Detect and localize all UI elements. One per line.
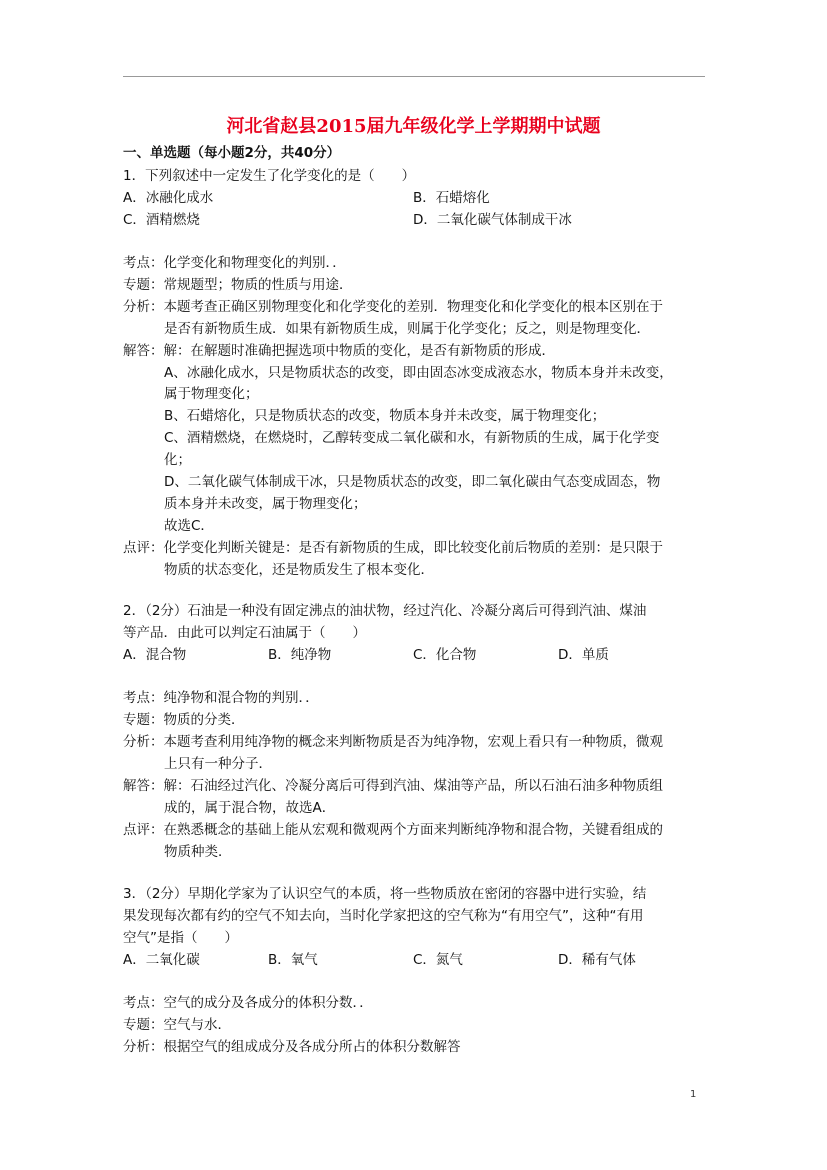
q2-zhuanti: 专题：物质的分类．: [123, 712, 245, 728]
q1-jieda-line1: 解答：解：在解题时准确把握选项中物质的变化，是否有新物质的形成．: [123, 343, 555, 359]
q3-kaodian: 考点：空气的成分及各成分的体积分数．．: [123, 995, 373, 1011]
q1-jieda-line4: B、石蜡熔化，只是物质状态的改变，物质本身并未改变，属于物理变化；: [164, 408, 606, 424]
q1-jieda-line3: 属于物理变化；: [164, 386, 259, 402]
q2-option-c: C．化合物: [413, 647, 477, 663]
q2-option-b: B．纯净物: [268, 647, 332, 663]
q2-stem-line1: 2．（2分）石油是一种没有固定沸点的油状物，经过汽化、冷凝分离后可得到汽油、煤油: [123, 603, 647, 619]
q2-jieda-line2: 成的，属于混合物，故选A．: [164, 800, 336, 816]
q1-fenxi-line1: 分析：本题考查正确区别物理变化和化学变化的差别．物理变化和化学变化的根本区别在于: [123, 299, 663, 315]
q1-jieda-line9: 故选C．: [164, 518, 214, 534]
section-heading: 一、单选题（每小题2分，共40分）: [123, 145, 341, 161]
q3-option-c: C．氮气: [413, 952, 463, 968]
q1-jieda-line7: D、二氧化碳气体制成干冰，只是物质状态的改变，即二氧化碳由气态变成固态，物: [164, 474, 661, 490]
q1-zhuanti: 专题：常规题型；物质的性质与用途．: [123, 277, 353, 293]
q2-fenxi-line2: 上只有一种分子．: [164, 756, 272, 772]
header-rule: [123, 76, 705, 77]
q2-option-a: A．混合物: [123, 647, 187, 663]
page-title: 河北省赵县2015届九年级化学上学期期中试题: [226, 116, 601, 137]
q3-fenxi-line1: 分析：根据空气的组成成分及各成分所占的体积分数解答: [123, 1039, 461, 1055]
q1-option-d: D．二氧化碳气体制成干冰: [413, 212, 572, 228]
q1-fenxi-line2: 是否有新物质生成．如果有新物质生成，则属于化学变化；反之，则是物理变化．: [164, 321, 650, 337]
q1-jieda-line6: 化；: [164, 452, 191, 468]
q1-jieda-line8: 质本身并未改变，属于物理变化；: [164, 496, 367, 512]
q1-option-a: A．冰融化成水: [123, 190, 214, 206]
q1-kaodian: 考点：化学变化和物理变化的判别．．: [123, 255, 346, 271]
q1-dianping-line2: 物质的状态变化，还是物质发生了根本变化．: [164, 562, 434, 578]
q2-jieda-line1: 解答：解：石油经过汽化、冷凝分离后可得到汽油、煤油等产品，所以石油石油多种物质组: [123, 778, 663, 794]
q3-option-a: A．二氧化碳: [123, 952, 200, 968]
q1-jieda-line5: C、酒精燃烧，在燃烧时，乙醇转变成二氧化碳和水，有新物质的生成，属于化学变: [164, 430, 660, 446]
q1-option-c: C．酒精燃烧: [123, 212, 200, 228]
q2-dianping-line1: 点评：在熟悉概念的基础上能从宏观和微观两个方面来判断纯净物和混合物，关键看组成的: [123, 822, 663, 838]
q1-jieda-line2: A、冰融化成水，只是物质状态的改变，即由固态冰变成液态水，物质本身并未改变，: [164, 365, 673, 381]
q2-fenxi-line1: 分析：本题考查利用纯净物的概念来判断物质是否为纯净物，宏观上看只有一种物质，微观: [123, 734, 663, 750]
q3-zhuanti: 专题：空气与水．: [123, 1017, 231, 1033]
q2-dianping-line2: 物质种类．: [164, 844, 232, 860]
q3-stem-line3: 空气”是指（ ）: [123, 930, 238, 946]
q3-stem-line1: 3．（2分）早期化学家为了认识空气的本质，将一些物质放在密闭的容器中进行实验，结: [123, 886, 647, 902]
q3-option-d: D．稀有气体: [558, 952, 636, 968]
page-number: 1: [690, 1089, 697, 1100]
q2-stem-line2: 等产品．由此可以判定石油属于（ ）: [123, 625, 366, 641]
q3-stem-line2: 果发现每次都有约的空气不知去向，当时化学家把这的空气称为“有用空气”，这种“有用: [123, 908, 644, 924]
q1-dianping-line1: 点评：化学变化判断关键是：是否有新物质的生成，即比较变化前后物质的差别：是只限于: [123, 540, 663, 556]
q1-stem: 1．下列叙述中一定发生了化学变化的是（ ）: [123, 168, 416, 184]
q3-option-b: B．氧气: [268, 952, 318, 968]
q2-kaodian: 考点：纯净物和混合物的判别．．: [123, 690, 319, 706]
q1-option-b: B．石蜡熔化: [413, 190, 490, 206]
q2-option-d: D．单质: [558, 647, 609, 663]
